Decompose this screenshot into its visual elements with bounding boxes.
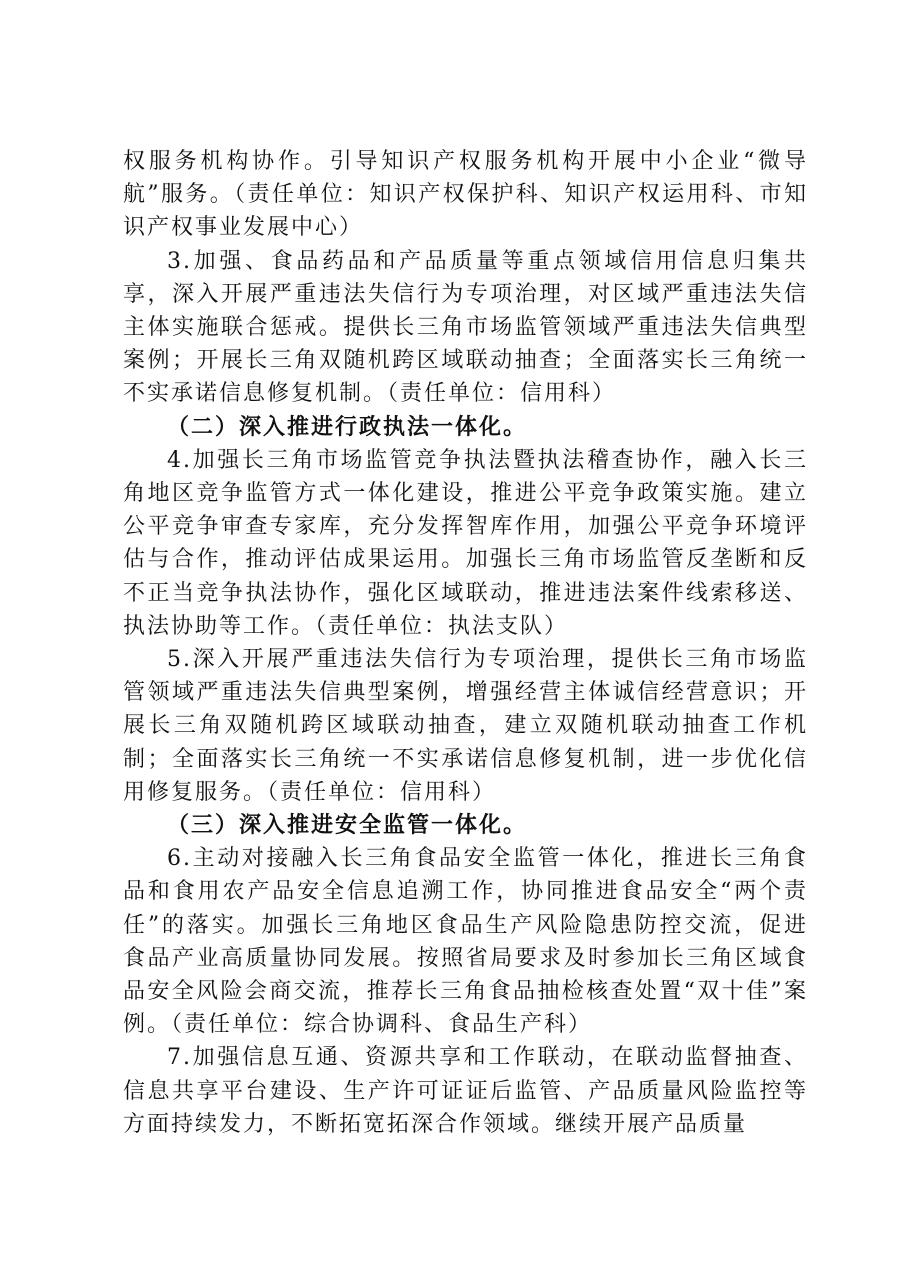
section-heading-3: （三）深入推进安全监管一体化。 — [167, 812, 528, 839]
paragraph-item-3: 3.加强、食品药品和产品质量等重点领域信用信息归集共享，深入开展严重违法失信行为专项治理，对区域严重违法失信主体实施联合惩戒。提供长三角市场监管领域严重违法失信典型案例；开展长三角双随机跨区域联动抽查；全面落实长三角统一不实承诺信息修复机制。（责任单位：信用科） — [123, 248, 808, 407]
section-heading-2: （二）深入推进行政执法一体化。 — [167, 413, 528, 440]
paragraph-item-6: 6.主动对接融入长三角食品安全监管一体化，推进长三角食品和食用农产品安全信息追溯工作，协同推进食品安全“两个责任”的落实。加强长三角地区食品生产风险隐患防控交流，促进食品产业高质量协同发展。按照省局要求及时参加长三角区域食品安全风险会商交流，推荐长三角食品抽检核查处置“双十佳”案例。（责任单位：综合协调科、食品生产科） — [123, 846, 808, 1038]
paragraph-item-4: 4.加强长三角市场监管竞争执法暨执法稽查协作，融入长三角地区竞争监管方式一体化建设，推进公平竞争政策实施。建立公平竞争审查专家库，充分发挥智库作用，加强公平竞争环境评估与合作，推动评估成果运用。加强长三角市场监管反垄断和反不正当竞争执法协作，强化区域联动，推进违法案件线索移送、执法协助等工作。（责任单位：执法支队） — [123, 447, 808, 639]
document-page — [123, 145, 808, 1141]
paragraph-item-7: 7.加强信息互通、资源共享和工作联动，在联动监督抽查、信息共享平台建设、生产许可证证后监管、产品质量风险监控等方面持续发力，不断拓宽拓深合作领域。继续开展产品质量 — [123, 1045, 808, 1137]
paragraph-item-5: 5.深入开展严重违法失信行为专项治理，提供长三角市场监管领域严重违法失信典型案例，增强经营主体诚信经营意识；开展长三角双随机跨区域联动抽查，建立双随机联动抽查工作机制；全面落实长三角统一不实承诺信息修复机制，进一步优化信用修复服务。（责任单位：信用科） — [123, 647, 808, 805]
paragraph-continuation: 权服务机构协作。引导知识产权服务机构开展中小企业“微导航”服务。（责任单位：知识产权保护科、知识产权运用科、市知识产权事业发展中心） — [123, 149, 808, 241]
